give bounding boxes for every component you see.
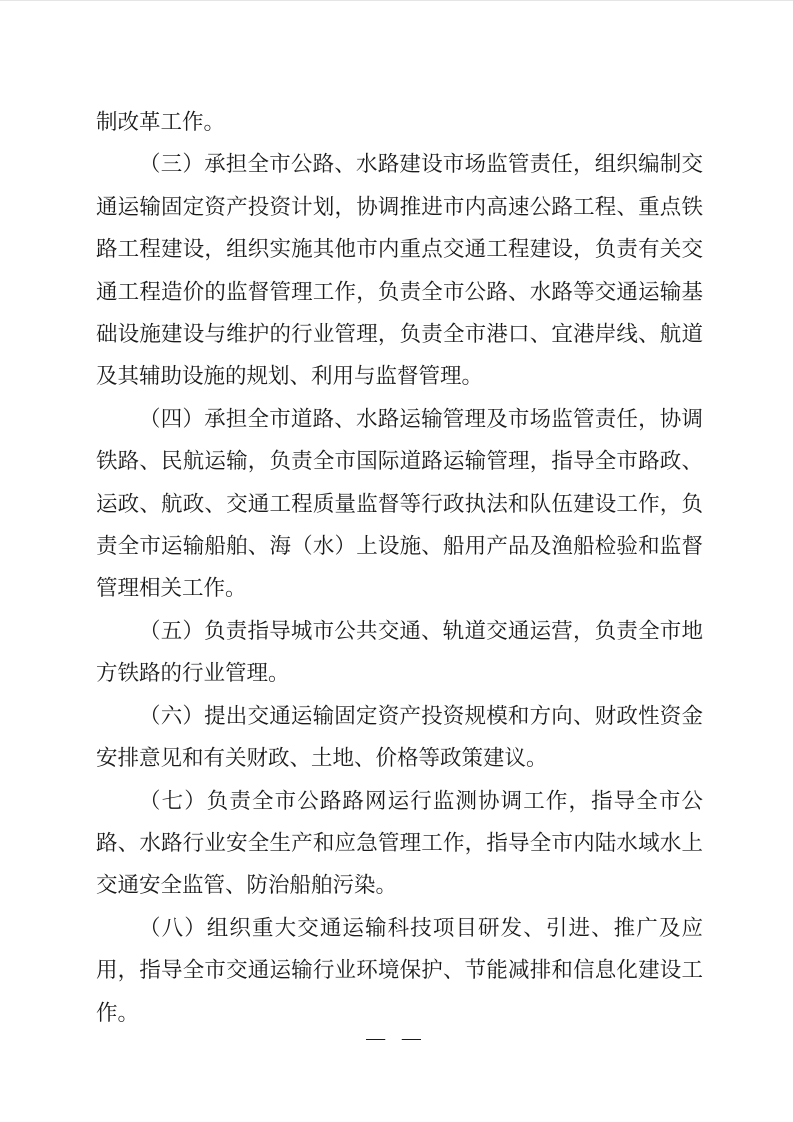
document-body [96,101,703,1034]
paragraph: （五）负责指导城市公共交通、轨道交通运营，负责全市地方铁路的行业管理。 [96,618,703,686]
paragraph: 制改革工作。 [96,110,226,134]
page-footer [0,1028,793,1050]
paragraph: （七）负责全市公路路网运行监测协调工作，指导全市公路、水路行业安全生产和应急管理工作，指导全市内陆水域水上交通安全监管、防治船舶污染。 [96,788,703,898]
paragraph: （三）承担全市公路、水路建设市场监管责任，组织编制交通运输固定资产投资计划，协调推进市内高速公路工程、重点铁路工程建设，组织实施其他市内重点交通工程建设，负责有关交通工程造价的监督管理工作，负责全市公路、水路等交通运输基础设施建设与维护的行业管理，负责全市港口、宜港岸线、航道及其辅助设施的规划、利用与监督管理。 [96,152,703,389]
paragraph: （六）提出交通运输固定资产投资规模和方向、财政性资金安排意见和有关财政、土地、价格等政策建议。 [96,703,703,771]
paragraph: （四）承担全市道路、水路运输管理及市场监管责任，协调铁路、民航运输，负责全市国际道路运输管理，指导全市路政、运政、航政、交通工程质量监督等行政执法和队伍建设工作，负责全市运输船舶、海（水）上设施、船用产品及渔船检验和监督管理相关工作。 [96,406,703,601]
page-number: — — [366,1028,427,1049]
scan-edge-line [0,0,793,1]
paragraph: （八）组织重大交通运输科技项目研发、引进、推广及应用，指导全市交通运输行业环境保护、节能减排和信息化建设工作。 [96,915,703,1025]
